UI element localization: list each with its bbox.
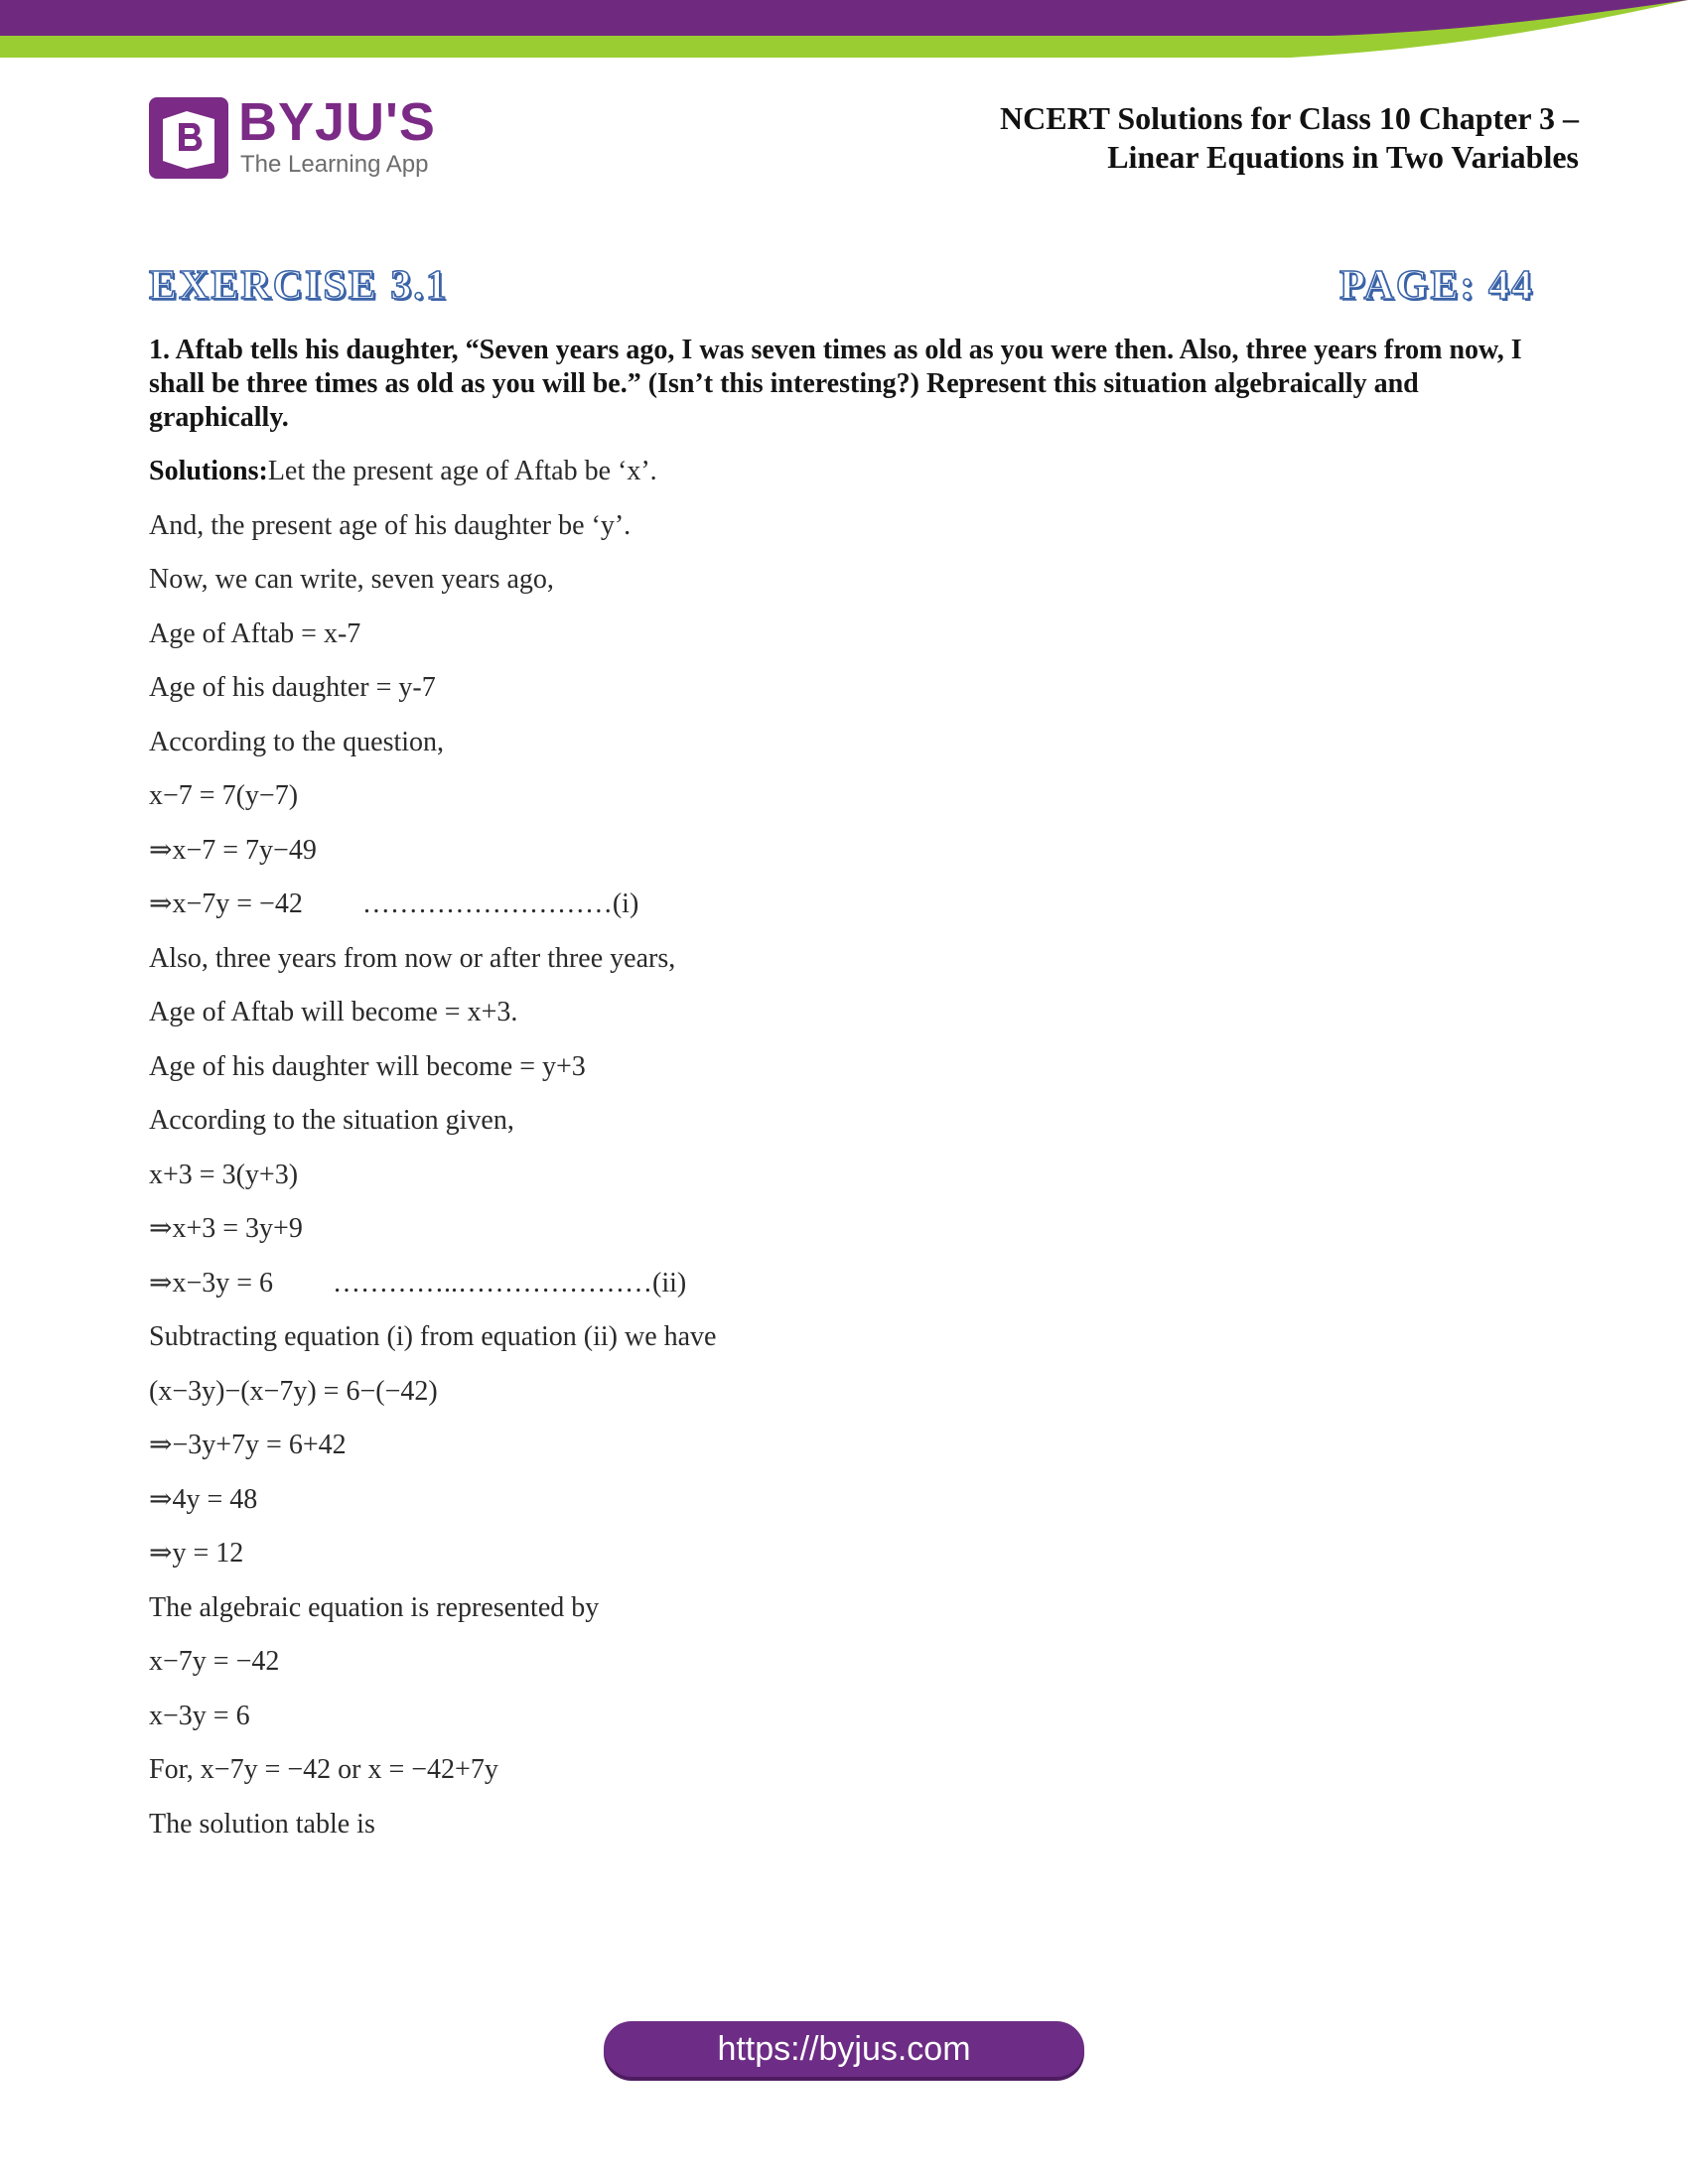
solution-line: x−7 = 7(y−7) [149, 780, 299, 811]
solution-line: And, the present age of his daughter be ‘y’. [149, 509, 632, 541]
top-decorative-band [0, 0, 1688, 62]
document-title [884, 99, 1579, 177]
page-number-heading: PAGE: 44 [1338, 263, 1534, 309]
solution-line: Subtracting equation (i) from equation (ii) we have [149, 1321, 717, 1352]
solution-line: The solution table is [149, 1808, 375, 1840]
solution-line: Age of Aftab will become = x+3. [149, 997, 518, 1027]
solution-line: For, x−7y = −42 or x = −42+7y [149, 1754, 498, 1785]
equation-tag-i: ………………………(i) [361, 888, 639, 919]
solution-line: x−7y = −42 [149, 1646, 280, 1677]
byjus-logo-mark-icon [149, 97, 228, 179]
solution-line: Also, three years from now or after three years, [149, 942, 676, 974]
document-title-line-1: NCERT Solutions for Class 10 Chapter 3 – [1000, 100, 1579, 136]
solution-line: Age of his daughter = y-7 [149, 672, 436, 703]
solution-line-equation-ii: ⇒x−3y = 6 …………..…………………(ii) [149, 1264, 1440, 1318]
solution-body [149, 452, 1440, 1858]
solution-line: According to the question, [149, 726, 445, 757]
brand-tagline: The Learning App [240, 151, 429, 178]
solution-line: ⇒x+3 = 3y+9 [149, 1213, 303, 1244]
brand-name: BYJU'S [238, 92, 436, 152]
equation-tag-ii: …………..…………………(ii) [333, 1267, 687, 1298]
byjus-logo [149, 92, 437, 181]
solution-line: ⇒y = 12 [149, 1538, 244, 1569]
solution-line-equation-i: ⇒x−7y = −42 ………………………(i) [149, 885, 1440, 939]
exercise-heading: EXERCISE 3.1 [149, 263, 449, 309]
solution-line: x+3 = 3(y+3) [149, 1159, 299, 1190]
question-text: 1. Aftab tells his daughter, “Seven years ago, I was seven times as old as you were then. Also, three years from now, I shall be three times as old as you will be.” (Isn’t this interesting?) Represent this situation algebraically and graphically. [149, 335, 1522, 433]
solution-line: (x−3y)−(x−7y) = 6−(−42) [149, 1375, 438, 1407]
solution-line: The algebraic equation is represented by [149, 1591, 600, 1623]
footer-website-link[interactable]: https://byjus.com [604, 2021, 1084, 2077]
solution-line: ⇒−3y+7y = 6+42 [149, 1430, 347, 1460]
solution-line: Age of his daughter will become = y+3 [149, 1050, 586, 1082]
solution-line: Age of Aftab = x-7 [149, 617, 361, 649]
solution-line: According to the situation given, [149, 1105, 514, 1136]
document-title-line-2: Linear Equations in Two Variables [1107, 139, 1579, 175]
solution-line: Now, we can write, seven years ago, [149, 564, 554, 595]
solution-line: ⇒4y = 48 [149, 1483, 258, 1515]
solution-label: Solutions: [149, 456, 268, 486]
solution-line: x−3y = 6 [149, 1700, 250, 1731]
solution-line: ⇒x−7 = 7y−49 [149, 834, 317, 866]
solution-line: Solutions:Let the present age of Aftab be ‘x’. [149, 456, 657, 486]
